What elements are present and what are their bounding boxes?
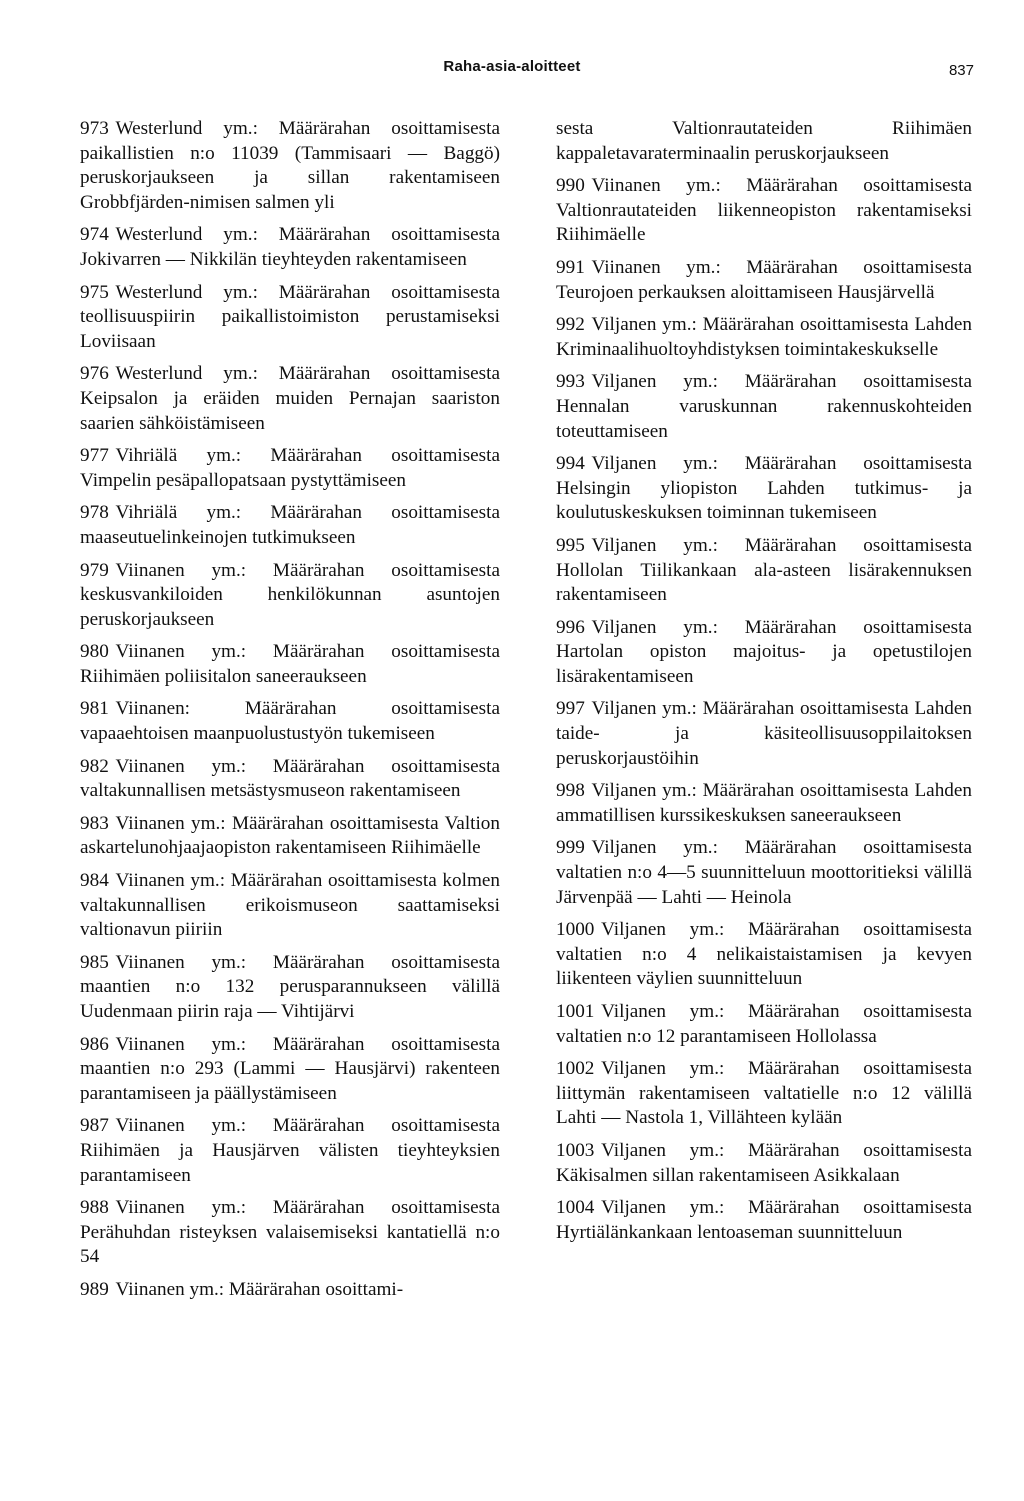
entry-text: Viljanen ym.: Määrärahan osoittamisesta Lahden ammatillisen kurssikeskuksen saneeraukseen (556, 780, 972, 826)
entry-number: 996 (556, 616, 585, 638)
entry-number: 997 (556, 698, 585, 720)
entry-text: Westerlund ym.: Määrärahan osoittamisesta paikallistien n:o 11039 (Tammisaari — Baggö) peruskorjaukseen ja sillan rakentamiseen Grobbfjärden-nimisen salmen yli (80, 118, 500, 213)
list-item (80, 755, 500, 804)
entry-number: 974 (80, 224, 109, 246)
list-item (556, 779, 972, 828)
entry-text: Viljanen ym.: Määrärahan osoittamisesta Hartolan opiston majoitus- ja opetustilojen lisärakentamiseen (556, 616, 972, 687)
entry-text: Viinanen ym.: Määrärahan osoittamisesta maantien n:o 132 perusparannukseen välillä Uudenmaan piirin raja — Vihtijärvi (80, 951, 500, 1022)
entry-number: 982 (80, 755, 109, 777)
entry-text: Viljanen ym.: Määrärahan osoittamisesta Hyrtiälänkankaan lentoaseman suunnitteluun (556, 1197, 972, 1243)
entry-text: Westerlund ym.: Määrärahan osoittamisesta Keipsalon ja eräiden muiden Pernajan saariston saarien sähköistämiseen (80, 363, 500, 434)
right-column (556, 117, 972, 1253)
list-item (556, 370, 972, 444)
entry-number: 994 (556, 453, 585, 475)
entry-text: Westerlund ym.: Määrärahan osoittamisesta Jokivarren — Nikkilän tieyhteyden rakentamiseen (80, 224, 500, 270)
entry-number: 976 (80, 363, 109, 385)
entry-text: Westerlund ym.: Määrärahan osoittamisesta teollisuuspiirin paikallistoimiston perustamiseksi Loviisaan (80, 281, 500, 352)
list-item (80, 223, 500, 272)
list-item (80, 1114, 500, 1188)
list-item (556, 174, 972, 248)
entry-text: Viljanen ym.: Määrärahan osoittamisesta Hennalan varuskunnan rakennuskohteiden toteuttamiseen (556, 371, 972, 442)
entry-text: Viinanen ym.: Määrärahan osoittamisesta kolmen valtakunnallisen erikoismuseon saattamiseksi valtionavun piiriin (80, 870, 500, 941)
entry-text: Viinanen ym.: Määrärahan osoittamisesta Riihimäen poliisitalon saneeraukseen (80, 641, 500, 687)
entry-number: 981 (80, 698, 109, 720)
list-item (80, 117, 500, 215)
entry-number: 1000 (556, 919, 595, 941)
list-item (556, 534, 972, 608)
entry-number: 993 (556, 371, 585, 393)
entry-number: 980 (80, 641, 109, 663)
entry-number: 985 (80, 951, 109, 973)
entry-text: Viinanen ym.: Määrärahan osoittamisesta Valtion askartelunohjaajaopiston rakentamiseen Riihimäelle (80, 812, 500, 859)
entry-number: 990 (556, 175, 585, 197)
list-item (80, 812, 500, 861)
entry-text: Viljanen ym.: Määrärahan osoittamisesta Lahden taide- ja käsiteollisuusoppilaitoksen peruskorjaustöihin (556, 698, 972, 769)
list-item (556, 1196, 972, 1245)
entry-number: 989 (80, 1278, 109, 1300)
list-item (80, 869, 500, 943)
list-item (556, 1000, 972, 1049)
entry-text: Viinanen ym.: Määrärahan osoittamisesta Riihimäen ja Hausjärven välisten tieyhteyksien parantamiseen (80, 1115, 500, 1186)
entry-text: Viinanen ym.: Määrärahan osoittamisesta Perähuhdan risteyksen valaisemiseksi kantatiellä n:o 54 (80, 1197, 500, 1268)
list-item (556, 616, 972, 690)
entry-text: Viljanen ym.: Määrärahan osoittamisesta valtatien n:o 12 parantamiseen Hollolassa (556, 1001, 972, 1047)
entry-text: Viinanen ym.: Määrärahan osoittamisesta valtakunnallisen metsästysmuseon rakentamiseen (80, 755, 500, 802)
list-item (80, 362, 500, 436)
list-item (556, 836, 972, 910)
list-item (80, 1196, 500, 1270)
entry-text: Vihriälä ym.: Määrärahan osoittamisesta Vimpelin pesäpallopatsaan pystyttämiseen (80, 445, 500, 491)
list-item (80, 559, 500, 633)
list-item (556, 918, 972, 992)
entry-number: 979 (80, 559, 109, 581)
list-item (556, 1057, 972, 1131)
list-item (80, 697, 500, 746)
page-number: 837 (948, 62, 974, 79)
entry-number: 1001 (556, 1001, 595, 1022)
list-item (80, 444, 500, 493)
entry-text: Viinanen ym.: Määrärahan osoittamisesta Valtionrautateiden liikenneopiston rakentamiseksi Riihimäelle (556, 175, 972, 246)
running-title: Raha-asia-aloitteet (443, 58, 581, 75)
entry-number: 978 (80, 502, 109, 524)
entry-number: 992 (556, 314, 585, 336)
entry-number: 1003 (556, 1139, 595, 1161)
left-column (80, 117, 500, 1311)
entry-text: Viljanen ym.: Määrärahan osoittamisesta Helsingin yliopiston Lahden tutkimus- ja koulutuskeskuksen toiminnan tukemiseen (556, 453, 972, 524)
entry-number: 977 (80, 445, 109, 467)
entry-number: 984 (80, 870, 109, 892)
entry-number: 983 (80, 812, 109, 834)
entry-text: Vihriälä ym.: Määrärahan osoittamisesta maaseutuelinkeinojen tutkimukseen (80, 502, 500, 548)
list-item (80, 1033, 500, 1107)
list-item (556, 1139, 972, 1188)
entry-number: 986 (80, 1033, 109, 1055)
entry-continuation: sesta Valtionrautateiden Riihimäen kappaletavaraterminaalin peruskorjaukseen (556, 118, 972, 164)
entry-text: Viljanen ym.: Määrärahan osoittamisesta Lahden Kriminaalihuoltoyhdistyksen toimintakeskukselle (556, 314, 972, 360)
entry-text: Viljanen ym.: Määrärahan osoittamisesta valtatien n:o 4—5 suunnitteluun moottoritieksi välillä Järvenpää — Lahti — Heinola (556, 837, 972, 908)
list-item (80, 281, 500, 355)
entry-text: Viljanen ym.: Määrärahan osoittamisesta Hollolan Tiilikankaan ala-asteen lisärakennuksen rakentamiseen (556, 534, 972, 606)
list-item (556, 452, 972, 526)
entry-text: Viinanen ym.: Määrärahan osoittamisesta maantien n:o 293 (Lammi — Hausjärvi) rakenteen parantamiseen ja päällystämiseen (80, 1033, 500, 1104)
list-item (556, 313, 972, 362)
list-item (80, 501, 500, 550)
list-item (556, 697, 972, 771)
entry-number: 973 (80, 118, 109, 139)
entry-number: 1004 (556, 1197, 595, 1219)
list-item (80, 951, 500, 1025)
entry-text: Viinanen ym.: Määrärahan osoittamisesta keskusvankiloiden henkilökunnan asuntojen peruskorjaukseen (80, 559, 500, 630)
entry-text: Viljanen ym.: Määrärahan osoittamisesta Käkisalmen sillan rakentamiseen Asikkalaan (556, 1139, 972, 1186)
list-item (80, 1278, 500, 1303)
list-item (80, 640, 500, 689)
entry-number: 988 (80, 1197, 109, 1219)
entry-number: 975 (80, 281, 109, 303)
entry-text: Viinanen: Määrärahan osoittamisesta vapaaehtoisen maanpuolustustyön tukemiseen (80, 698, 500, 745)
entry-text: Viljanen ym.: Määrärahan osoittamisesta valtatien n:o 4 nelikaistaistamisen ja kevyen liikenteen väylien suunnitteluun (556, 919, 972, 990)
entry-text: Viljanen ym.: Määrärahan osoittamisesta liittymän rakentamiseen valtatielle n:o 12 välillä Lahti — Nastola 1, Villähteen kylään (556, 1058, 972, 1129)
entry-text: Viinanen ym.: Määrärahan osoittami- (115, 1278, 404, 1300)
entry-number: 987 (80, 1115, 109, 1137)
list-item (556, 256, 972, 305)
entry-number: 999 (556, 837, 585, 859)
entry-number: 991 (556, 256, 585, 278)
entry-text: Viinanen ym.: Määrärahan osoittamisesta Teurojoen perkauksen aloittamiseen Hausjärvellä (556, 256, 972, 303)
entry-number: 995 (556, 534, 585, 556)
entry-number: 1002 (556, 1058, 595, 1080)
entry-number: 998 (556, 780, 585, 802)
